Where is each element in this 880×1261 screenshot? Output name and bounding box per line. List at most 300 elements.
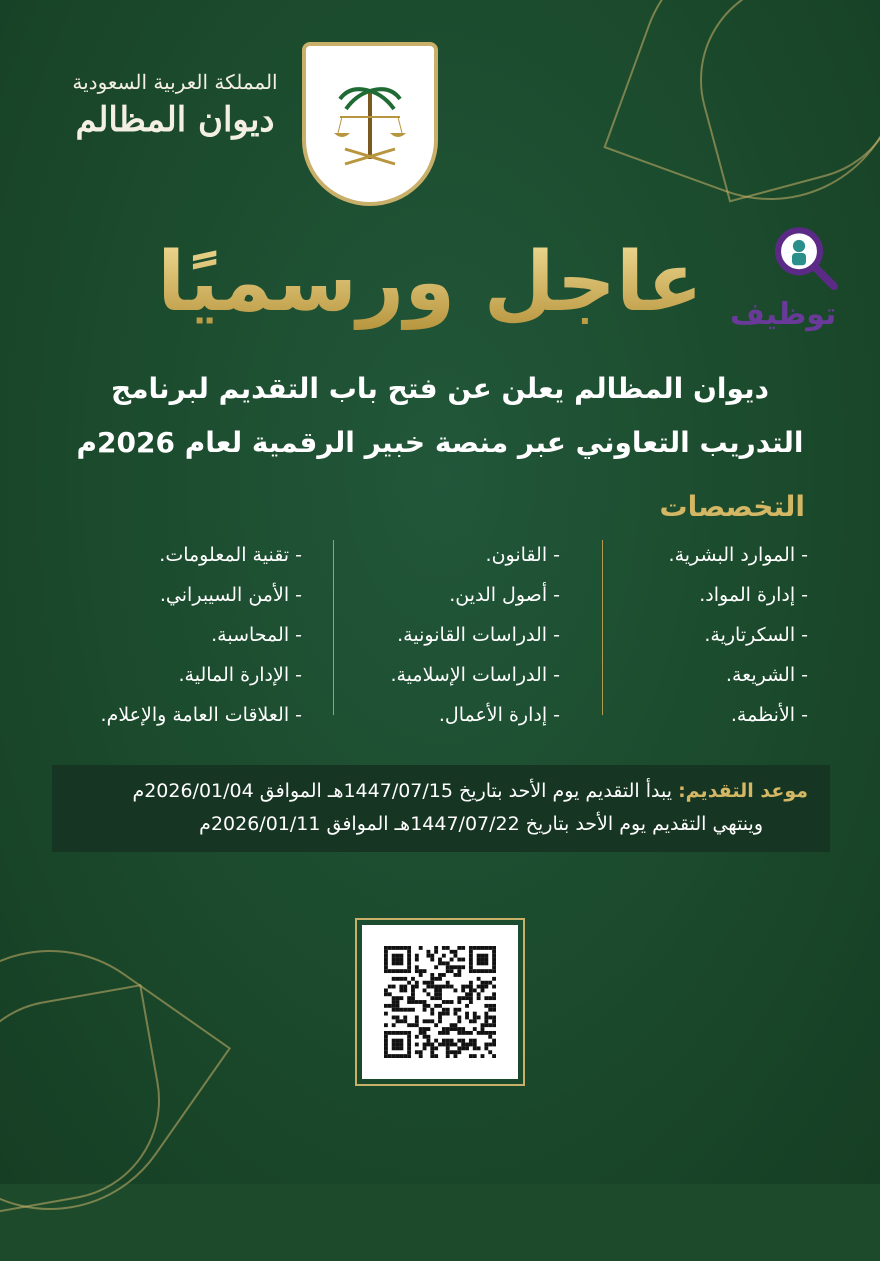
qr-module	[407, 1043, 411, 1047]
qr-module	[423, 981, 427, 985]
qr-module	[384, 1054, 388, 1058]
qr-module	[407, 958, 411, 962]
qr-module	[473, 969, 477, 973]
qr-module	[411, 985, 415, 989]
qr-module	[399, 969, 403, 973]
qr-module	[415, 1050, 419, 1054]
qr-module	[450, 1039, 454, 1043]
qr-module	[384, 954, 388, 958]
qr-module	[492, 1023, 496, 1027]
qr-module	[430, 996, 434, 1000]
qr-module	[403, 1054, 407, 1058]
qr-module	[481, 985, 485, 989]
qr-module	[423, 988, 427, 992]
qr-module	[384, 958, 388, 962]
qr-module	[423, 1046, 427, 1050]
qr-module	[384, 946, 388, 950]
authority-name: ديوان المظالم	[75, 100, 275, 140]
qr-module	[403, 1019, 407, 1023]
subtitle-line: ديوان المظالم يعلن عن فتح باب التقديم لبرنامج	[111, 372, 769, 405]
qr-module	[426, 950, 430, 954]
qr-module	[450, 1023, 454, 1027]
qr-module	[392, 1016, 396, 1020]
qr-module	[442, 1031, 446, 1035]
qr-module	[473, 988, 477, 992]
qr-module	[407, 1046, 411, 1050]
qr-module	[399, 1019, 403, 1023]
qr-module	[423, 1000, 427, 1004]
list-item: - القانون.	[485, 544, 560, 566]
qr-module	[484, 1016, 488, 1020]
qr-module	[446, 1054, 450, 1058]
qr-module	[407, 1039, 411, 1043]
qr-module	[411, 1023, 415, 1027]
qr-module	[426, 992, 430, 996]
qr-module	[461, 958, 465, 962]
qr-module	[396, 958, 400, 962]
qr-module	[438, 1043, 442, 1047]
qr-module	[407, 1000, 411, 1004]
qr-module	[469, 1054, 473, 1058]
qr-module	[396, 996, 400, 1000]
qr-module	[419, 1050, 423, 1054]
qr-module	[484, 946, 488, 950]
qr-module	[481, 1023, 485, 1027]
qr-module	[419, 1027, 423, 1031]
qr-module	[484, 1019, 488, 1023]
qr-module	[434, 985, 438, 989]
qr-module	[419, 969, 423, 973]
qr-module	[481, 969, 485, 973]
qr-module	[396, 954, 400, 958]
qr-code-icon[interactable]	[384, 946, 496, 1058]
qr-module	[384, 969, 388, 973]
qr-module	[488, 1035, 492, 1039]
qr-module	[454, 1023, 458, 1027]
qr-module	[446, 965, 450, 969]
qr-module	[492, 992, 496, 996]
qr-module	[438, 996, 442, 1000]
qr-module	[488, 1023, 492, 1027]
qr-module	[454, 1008, 458, 1012]
qr-module	[465, 996, 469, 1000]
authority-calligraphy	[60, 70, 290, 140]
qr-module	[457, 1039, 461, 1043]
qr-module	[430, 977, 434, 981]
announcement-subtitle	[10, 362, 870, 470]
qr-module	[450, 1043, 454, 1047]
qr-module	[492, 1019, 496, 1023]
qr-module	[430, 1012, 434, 1016]
qr-module	[399, 1043, 403, 1047]
qr-module	[457, 969, 461, 973]
qr-module	[403, 1016, 407, 1020]
qr-module	[465, 1012, 469, 1016]
qr-module	[396, 961, 400, 965]
qr-module	[469, 954, 473, 958]
qr-module	[411, 1008, 415, 1012]
qr-module	[419, 1031, 423, 1035]
qr-module	[473, 1043, 477, 1047]
qr-module	[484, 1023, 488, 1027]
qr-module	[488, 1016, 492, 1020]
qr-module	[465, 1046, 469, 1050]
qr-module	[396, 1043, 400, 1047]
qr-module	[438, 1012, 442, 1016]
list-item: - الأمن السيبراني.	[159, 584, 302, 606]
column-divider	[333, 540, 334, 715]
qr-module	[399, 1031, 403, 1035]
qr-module	[399, 1039, 403, 1043]
qr-module	[484, 996, 488, 1000]
qr-module	[477, 985, 481, 989]
qr-module	[399, 977, 403, 981]
qr-module	[403, 969, 407, 973]
qr-module	[407, 1023, 411, 1027]
qr-module	[461, 988, 465, 992]
qr-module	[469, 946, 473, 950]
qr-module	[469, 1000, 473, 1004]
qr-module	[492, 954, 496, 958]
qr-module	[396, 1019, 400, 1023]
list-item: - العلاقات العامة والإعلام.	[100, 704, 302, 726]
qr-module	[477, 958, 481, 962]
qr-module	[457, 1031, 461, 1035]
qr-module	[457, 1046, 461, 1050]
qr-module	[469, 1043, 473, 1047]
list-item: - الدراسات الإسلامية.	[390, 664, 560, 686]
qr-module	[399, 1046, 403, 1050]
list-item: - السكرتارية.	[704, 624, 808, 646]
qr-module	[446, 1027, 450, 1031]
qr-module	[457, 996, 461, 1000]
qr-module	[492, 1054, 496, 1058]
qr-module	[484, 969, 488, 973]
qr-module	[484, 961, 488, 965]
qr-module	[434, 992, 438, 996]
qr-module	[442, 1000, 446, 1004]
qr-module	[392, 1043, 396, 1047]
qr-module	[430, 1054, 434, 1058]
qr-module	[481, 961, 485, 965]
qr-module	[438, 1019, 442, 1023]
application-schedule	[52, 765, 830, 852]
qr-module	[484, 1012, 488, 1016]
qr-module	[426, 1004, 430, 1008]
qr-module	[446, 981, 450, 985]
qr-module	[434, 950, 438, 954]
qr-module	[454, 950, 458, 954]
qr-module	[384, 1046, 388, 1050]
qr-module	[399, 1054, 403, 1058]
qr-module	[434, 965, 438, 969]
qr-module	[407, 1054, 411, 1058]
qr-module	[469, 965, 473, 969]
magnifier-person-icon	[722, 225, 862, 295]
qr-module	[488, 1008, 492, 1012]
qr-module	[481, 1054, 485, 1058]
qr-module	[396, 1039, 400, 1043]
qr-module	[384, 988, 388, 992]
qr-module	[396, 1046, 400, 1050]
qr-module	[415, 1023, 419, 1027]
qr-module	[473, 1046, 477, 1050]
qr-module	[426, 1039, 430, 1043]
qr-module	[399, 985, 403, 989]
qr-module	[473, 1012, 477, 1016]
qr-module	[446, 1039, 450, 1043]
qr-module	[426, 985, 430, 989]
qr-module	[481, 954, 485, 958]
qr-module	[399, 988, 403, 992]
qr-module	[484, 1043, 488, 1047]
qr-module	[492, 950, 496, 954]
qr-module	[392, 1023, 396, 1027]
qr-module	[481, 1027, 485, 1031]
qr-module	[450, 985, 454, 989]
qr-module	[461, 1046, 465, 1050]
qr-module	[399, 954, 403, 958]
qr-module	[465, 1043, 469, 1047]
qr-module	[426, 1019, 430, 1023]
qr-module	[392, 1004, 396, 1008]
qr-module	[469, 969, 473, 973]
list-item: - أصول الدين.	[449, 584, 560, 606]
qr-module	[407, 961, 411, 965]
subtitle-line: التدريب التعاوني عبر منصة خبير الرقمية لعام 2026م	[76, 426, 804, 459]
qr-module	[399, 946, 403, 950]
qr-module	[469, 950, 473, 954]
qr-module	[492, 1004, 496, 1008]
qr-module	[415, 954, 419, 958]
qr-module	[388, 946, 392, 950]
qr-module	[450, 950, 454, 954]
qr-module	[415, 1035, 419, 1039]
qr-module	[415, 969, 419, 973]
qr-module	[392, 1008, 396, 1012]
qr-module	[469, 996, 473, 1000]
qr-module	[450, 958, 454, 962]
qr-module	[430, 1043, 434, 1047]
qr-module	[484, 954, 488, 958]
qr-module	[430, 1008, 434, 1012]
qr-module	[438, 1004, 442, 1008]
qr-module	[446, 969, 450, 973]
qr-module	[484, 1004, 488, 1008]
specializations-column-1	[669, 535, 808, 735]
qr-module	[415, 965, 419, 969]
qr-module	[477, 992, 481, 996]
qr-module	[492, 1043, 496, 1047]
qr-module	[434, 1004, 438, 1008]
qr-module	[481, 958, 485, 962]
qr-module	[423, 1031, 427, 1035]
qr-module	[477, 961, 481, 965]
qr-module	[407, 1050, 411, 1054]
qr-module	[473, 946, 477, 950]
qr-module	[407, 996, 411, 1000]
qr-module	[434, 996, 438, 1000]
qr-module	[384, 992, 388, 996]
qr-module	[492, 1031, 496, 1035]
qr-module	[446, 1043, 450, 1047]
authority-logo	[302, 42, 438, 206]
qr-module	[446, 1012, 450, 1016]
qr-module	[442, 1012, 446, 1016]
qr-module	[457, 1008, 461, 1012]
qr-module	[423, 1019, 427, 1023]
qr-module	[423, 1043, 427, 1047]
qr-module	[430, 973, 434, 977]
qr-module	[384, 1031, 388, 1035]
qr-module	[442, 1027, 446, 1031]
qr-module	[488, 1031, 492, 1035]
qr-module	[492, 1039, 496, 1043]
qr-module	[454, 1043, 458, 1047]
qr-module	[434, 946, 438, 950]
qr-module	[384, 1043, 388, 1047]
qr-module	[469, 1019, 473, 1023]
qr-module	[442, 1039, 446, 1043]
watermark-text: توظيف	[730, 297, 837, 332]
qr-module	[434, 1039, 438, 1043]
qr-module	[469, 988, 473, 992]
qr-module	[415, 981, 419, 985]
qr-module	[457, 1016, 461, 1020]
qr-module	[454, 1054, 458, 1058]
qr-module	[388, 1031, 392, 1035]
qr-module	[481, 981, 485, 985]
qr-module	[411, 988, 415, 992]
qr-module	[488, 1004, 492, 1008]
qr-module	[465, 1031, 469, 1035]
qr-module	[446, 1031, 450, 1035]
qr-module	[488, 969, 492, 973]
qr-module	[450, 965, 454, 969]
qr-module	[403, 1031, 407, 1035]
qr-module	[457, 1019, 461, 1023]
qr-module	[469, 958, 473, 962]
qr-module	[492, 946, 496, 950]
schedule-start: يبدأ التقديم يوم الأحد بتاريخ 1447/07/15هـ الموافق 2026/01/04م	[132, 780, 679, 802]
list-item: - الشريعة.	[725, 664, 808, 686]
qr-module	[384, 1050, 388, 1054]
specializations-title: التخصصات	[659, 490, 805, 523]
qr-module	[415, 1043, 419, 1047]
qr-module	[438, 961, 442, 965]
list-item: - الموارد البشرية.	[668, 544, 808, 566]
qr-module	[481, 1031, 485, 1035]
qr-module	[396, 1004, 400, 1008]
qr-module	[407, 954, 411, 958]
qr-module	[423, 969, 427, 973]
qr-module	[438, 958, 442, 962]
qr-module	[465, 1016, 469, 1020]
qr-code-frame[interactable]	[355, 918, 525, 1086]
qr-module	[457, 965, 461, 969]
qr-module	[454, 954, 458, 958]
list-item: - تقنية المعلومات.	[159, 544, 302, 566]
qr-module	[426, 1043, 430, 1047]
qr-module	[446, 985, 450, 989]
qr-module	[392, 985, 396, 989]
qr-module	[446, 1000, 450, 1004]
qr-module	[457, 1050, 461, 1054]
list-item: - الأنظمة.	[730, 704, 808, 726]
qr-module	[396, 969, 400, 973]
qr-module	[446, 946, 450, 950]
qr-module	[450, 969, 454, 973]
qr-module	[388, 1004, 392, 1008]
qr-module	[407, 1008, 411, 1012]
qr-module	[403, 988, 407, 992]
qr-module	[411, 996, 415, 1000]
qr-module	[454, 1050, 458, 1054]
qr-module	[473, 1054, 477, 1058]
qr-module	[477, 1031, 481, 1035]
qr-module	[461, 1027, 465, 1031]
qr-module	[457, 973, 461, 977]
qr-module	[407, 950, 411, 954]
qr-module	[454, 973, 458, 977]
qr-module	[430, 958, 434, 962]
qr-module	[384, 1035, 388, 1039]
schedule-end: وينتهي التقديم يوم الأحد بتاريخ 1447/07/22هـ الموافق 2026/01/11م	[199, 813, 763, 835]
qr-module	[388, 992, 392, 996]
qr-module	[484, 985, 488, 989]
qr-module	[461, 1043, 465, 1047]
qr-module	[396, 1054, 400, 1058]
qr-module	[473, 1019, 477, 1023]
qr-module	[488, 1050, 492, 1054]
specializations-column-3	[101, 535, 302, 735]
list-item: - إدارة المواد.	[699, 584, 808, 606]
qr-module	[384, 950, 388, 954]
qr-module	[384, 961, 388, 965]
qr-module	[392, 1054, 396, 1058]
qr-module	[399, 1008, 403, 1012]
qr-module	[430, 1046, 434, 1050]
qr-module	[446, 961, 450, 965]
qr-module	[492, 961, 496, 965]
qr-module	[465, 1004, 469, 1008]
qr-module	[419, 1054, 423, 1058]
qr-module	[454, 988, 458, 992]
qr-module	[403, 946, 407, 950]
qr-module	[411, 1000, 415, 1004]
qr-module	[442, 954, 446, 958]
qr-module	[484, 1046, 488, 1050]
qr-module	[477, 954, 481, 958]
qr-module	[384, 1039, 388, 1043]
qr-module	[415, 1016, 419, 1020]
qr-module	[403, 1008, 407, 1012]
qr-module	[411, 977, 415, 981]
qr-module	[403, 985, 407, 989]
qr-module	[492, 985, 496, 989]
qr-module	[469, 1031, 473, 1035]
qr-module	[399, 996, 403, 1000]
qr-module	[492, 1008, 496, 1012]
qr-module	[415, 985, 419, 989]
qr-module	[407, 969, 411, 973]
qr-module	[392, 958, 396, 962]
list-item: - الإدارة المالية.	[178, 664, 302, 686]
qr-module	[457, 958, 461, 962]
qr-module	[438, 1031, 442, 1035]
qr-module	[423, 1004, 427, 1008]
qr-module	[477, 1046, 481, 1050]
